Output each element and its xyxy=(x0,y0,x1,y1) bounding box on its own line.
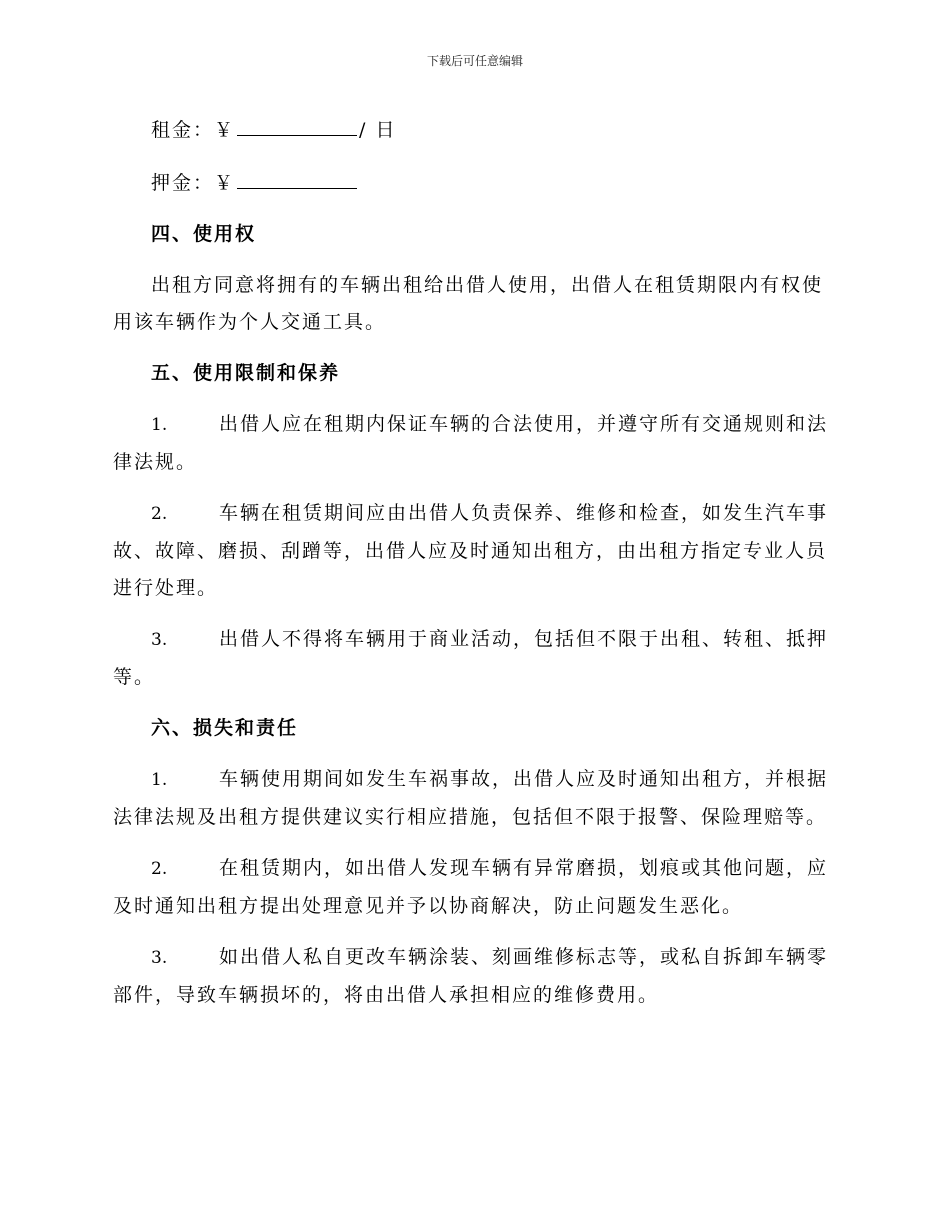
item-text: 如出借人私自更改车辆涂装、刻画维修标志等，或私自拆卸车辆零部件，导致车辆损坏的，将由出借人承担相应的维修费用。 xyxy=(113,946,829,1006)
section-paragraph: 出租方同意将拥有的车辆出租给出借人使用，出借人在租赁期限内有权使用该车辆作为个人交通工具。 xyxy=(113,274,824,333)
section-heading: 六、损失和责任 xyxy=(151,717,299,739)
numbered-item xyxy=(113,621,838,696)
document-body xyxy=(113,110,838,1028)
numbered-item xyxy=(113,761,838,836)
deposit-blank xyxy=(237,163,357,189)
rent-label: 租金：￥ xyxy=(151,119,236,141)
item-text: 在租赁期内，如出借人发现车辆有异常磨损，划痕或其他问题，应及时通知出租方提出处理意见并予以协商解决，防止问题发生恶化。 xyxy=(113,857,829,917)
section-heading: 五、使用限制和保养 xyxy=(151,362,341,384)
item-number: 1. xyxy=(151,415,168,435)
item-text: 车辆使用期间如发生车祸事故，出借人应及时通知出租方，并根据法律法规及出租方提供建议实行相应措施，包括但不限于报警、保险理赔等。 xyxy=(113,768,829,828)
rent-field xyxy=(113,110,838,149)
item-number: 2. xyxy=(151,859,168,879)
deposit-label: 押金：￥ xyxy=(151,172,236,194)
item-number: 2. xyxy=(151,504,168,524)
deposit-field xyxy=(113,163,838,202)
item-number: 1. xyxy=(151,770,168,790)
item-text: 出借人不得将车辆用于商业活动，包括但不限于出租、转租、抵押等。 xyxy=(113,628,829,688)
numbered-item xyxy=(113,406,838,481)
numbered-item xyxy=(113,495,838,607)
numbered-item xyxy=(113,850,838,925)
page-header: 下载后可任意编辑 xyxy=(426,54,523,68)
numbered-item xyxy=(113,939,838,1014)
rent-blank xyxy=(237,110,357,136)
section-heading: 四、使用权 xyxy=(151,223,257,245)
rent-suffix: / 日 xyxy=(359,119,397,141)
item-number: 3. xyxy=(151,948,168,968)
item-text: 出借人应在租期内保证车辆的合法使用，并遵守所有交通规则和法律法规。 xyxy=(113,413,829,473)
item-number: 3. xyxy=(151,630,168,650)
item-text: 车辆在租赁期间应由出借人负责保养、维修和检查，如发生汽车事故、故障、磨损、刮蹭等，出借人应及时通知出租方，由出租方指定专业人员进行处理。 xyxy=(113,502,829,599)
